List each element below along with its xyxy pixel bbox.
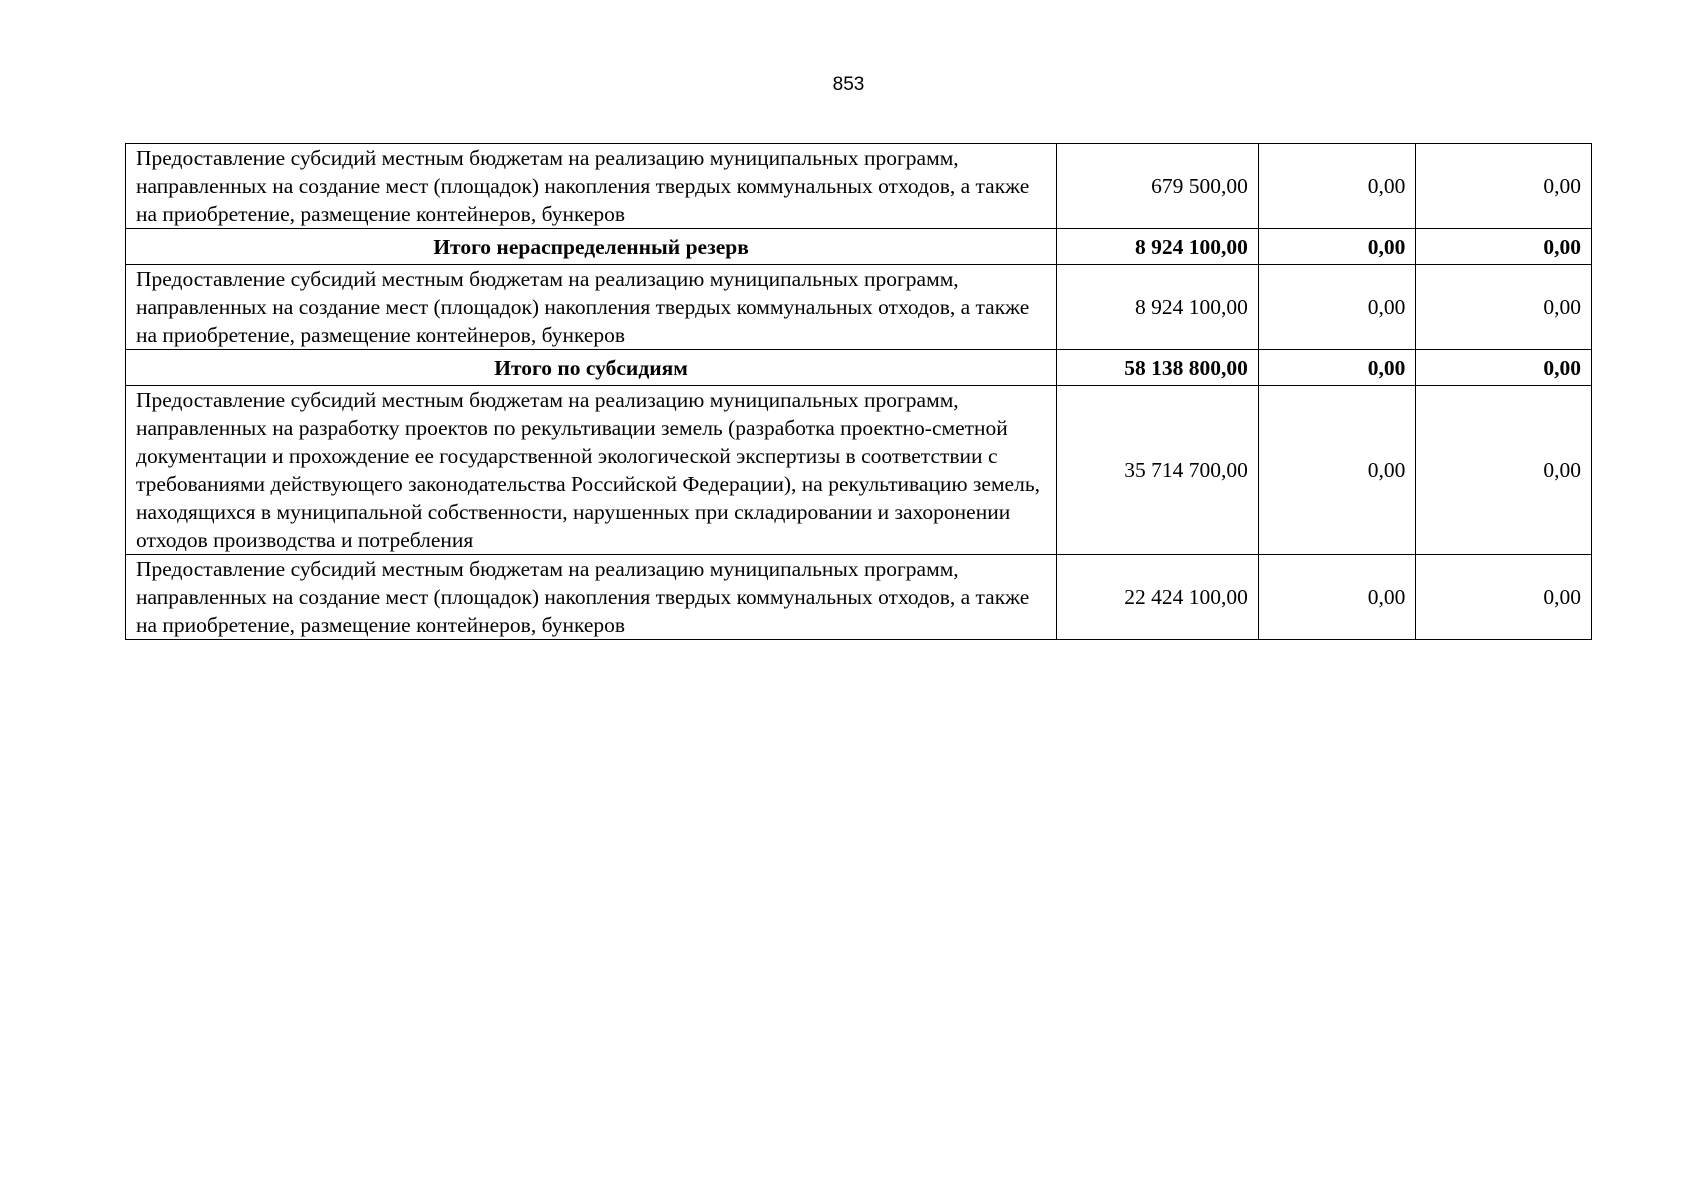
total-amount-year-1: 8 924 100,00 [1057,229,1259,265]
table-row [126,265,1592,350]
row-amount-year-1: 679 500,00 [1057,144,1259,229]
total-row [126,350,1592,386]
row-description: Предоставление субсидий местным бюджетам на реализацию муниципальных программ, направленных на создание мест (площадок) накопления твердых коммунальных отходов, а также на приобретение, размещение контейнеров, бункеров [126,265,1057,350]
total-amount-year-1: 58 138 800,00 [1057,350,1259,386]
row-description: Предоставление субсидий местным бюджетам на реализацию муниципальных программ, направленных на разработку проектов по рекультивации земель (разработка проектно-сметной документации и прохождение ее государственной экологической экспертизы в соответствии с требованиями действующего законодательства Российской Федерации), на рекультивацию земель, находящихся в муниципальной собственности, нарушенных при складировании и захоронении отходов производства и потребления [126,386,1057,555]
total-row [126,229,1592,265]
row-amount-year-1: 35 714 700,00 [1057,386,1259,555]
total-description: Итого по субсидиям [126,350,1057,386]
row-amount-year-3: 0,00 [1416,386,1592,555]
total-description: Итого нераспределенный резерв [126,229,1057,265]
row-amount-year-3: 0,00 [1416,555,1592,640]
row-amount-year-2: 0,00 [1258,555,1416,640]
row-amount-year-2: 0,00 [1258,144,1416,229]
table-row [126,386,1592,555]
budget-table [125,143,1592,640]
page-number: 853 [832,74,865,95]
row-description: Предоставление субсидий местным бюджетам на реализацию муниципальных программ, направленных на создание мест (площадок) накопления твердых коммунальных отходов, а также на приобретение, размещение контейнеров, бункеров [126,144,1057,229]
row-amount-year-3: 0,00 [1416,265,1592,350]
row-amount-year-1: 22 424 100,00 [1057,555,1259,640]
row-amount-year-1: 8 924 100,00 [1057,265,1259,350]
table-row [126,144,1592,229]
table-row [126,555,1592,640]
total-amount-year-3: 0,00 [1416,350,1592,386]
row-amount-year-3: 0,00 [1416,144,1592,229]
total-amount-year-2: 0,00 [1258,350,1416,386]
row-description: Предоставление субсидий местным бюджетам на реализацию муниципальных программ, направленных на создание мест (площадок) накопления твердых коммунальных отходов, а также на приобретение, размещение контейнеров, бункеров [126,555,1057,640]
total-amount-year-3: 0,00 [1416,229,1592,265]
total-amount-year-2: 0,00 [1258,229,1416,265]
row-amount-year-2: 0,00 [1258,265,1416,350]
row-amount-year-2: 0,00 [1258,386,1416,555]
